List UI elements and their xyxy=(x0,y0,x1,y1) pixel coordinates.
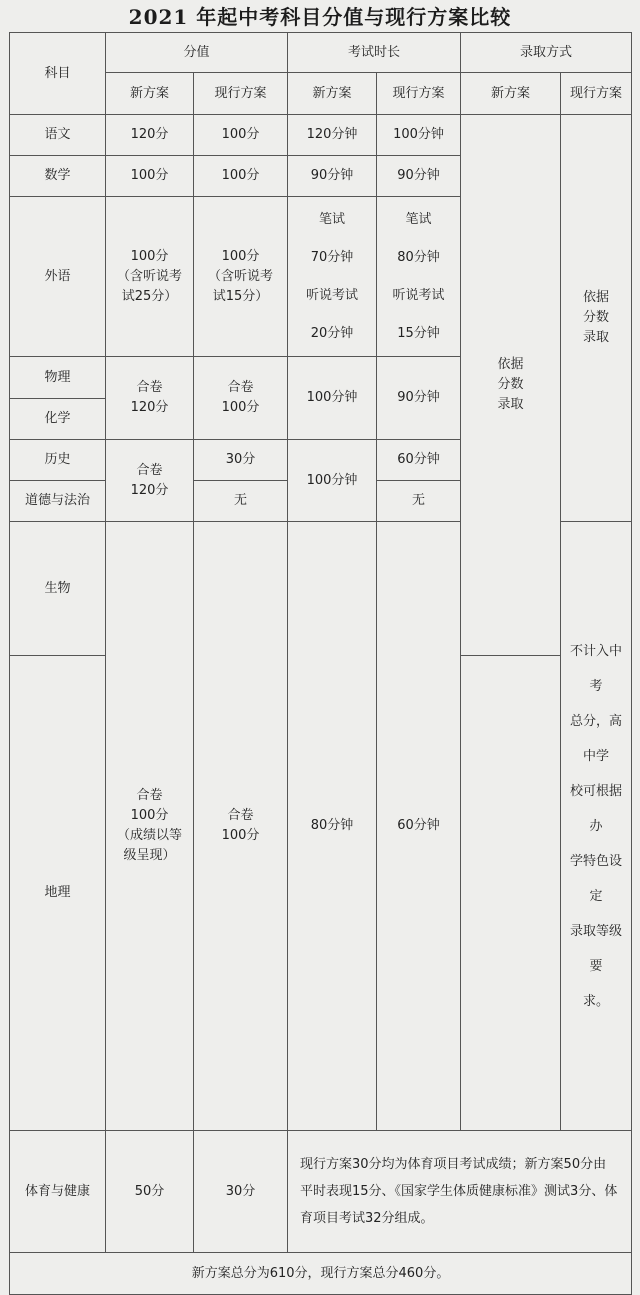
cell-line: （含听说考 xyxy=(208,268,274,284)
duration-new: 80分钟 xyxy=(288,522,377,1131)
admission-line: 录取 xyxy=(497,397,524,413)
cell-line: 总分，高中学 xyxy=(570,713,623,764)
header-duration: 考试时长 xyxy=(288,33,461,73)
admission-new xyxy=(561,522,632,1131)
duration-current: 90分钟 xyxy=(377,357,461,440)
duration-current xyxy=(377,197,461,357)
duration-current: 90分钟 xyxy=(377,156,461,197)
table-row xyxy=(10,1131,632,1253)
admission-line: 分数 xyxy=(497,377,524,393)
duration-current: 无 xyxy=(377,481,461,522)
cell-line: 100分 xyxy=(221,248,260,264)
score-current xyxy=(194,197,288,357)
score-current: 30分 xyxy=(194,440,288,481)
subject-name: 历史 xyxy=(10,440,106,481)
cell-line: 合卷 xyxy=(136,462,163,478)
subject-name: 化学 xyxy=(10,399,106,440)
cell-line: （成绩以等 xyxy=(116,828,182,843)
subject-name: 数学 xyxy=(10,156,106,197)
cell-line: （含听说考 xyxy=(116,268,182,284)
admission-new-score-based xyxy=(461,115,561,656)
cell-line: 听说考试 xyxy=(306,287,359,303)
subject-name: 道德与法治 xyxy=(10,481,106,522)
header-admission: 录取方式 xyxy=(461,33,632,73)
pe-note: 现行方案30分均为体育项目考试成绩；新方案50分由平时表现15分、《国家学生体质健康标准》测试3分、体育项目考试32分组成。 xyxy=(288,1131,632,1253)
duration-current: 100分钟 xyxy=(377,115,461,156)
duration-new: 120分钟 xyxy=(288,115,377,156)
total-score-note: 新方案总分为610分，现行方案总分460分。 xyxy=(10,1253,632,1295)
duration-current: 60分钟 xyxy=(377,440,461,481)
table-row xyxy=(10,115,632,156)
score-current: 无 xyxy=(194,481,288,522)
cell-line: 笔试 xyxy=(405,211,432,227)
cell-line: 15分钟 xyxy=(397,325,440,341)
admission-current-score-based xyxy=(561,115,632,522)
cell-line: 合卷 xyxy=(136,380,163,395)
score-new: 120分 xyxy=(106,115,194,156)
duration-new: 90分钟 xyxy=(288,156,377,197)
cell-line: 求。 xyxy=(583,993,610,1009)
score-new: 100分 xyxy=(106,156,194,197)
score-current xyxy=(194,357,288,440)
score-current: 30分 xyxy=(194,1131,288,1253)
admission-line: 依据 xyxy=(497,357,524,373)
score-new: 50分 xyxy=(106,1131,194,1253)
admission-line: 依据 xyxy=(583,290,610,305)
cell-line: 级呈现） xyxy=(123,848,176,863)
header-row-1 xyxy=(10,33,632,73)
duration-new: 100分钟 xyxy=(288,440,377,522)
subject-name: 语文 xyxy=(10,115,106,156)
header-duration-current: 现行方案 xyxy=(377,73,461,115)
cell-line: 试25分） xyxy=(121,288,178,304)
duration-new xyxy=(288,197,377,357)
cell-line: 录取等级要 xyxy=(570,923,623,974)
subject-name: 物理 xyxy=(10,357,106,399)
cell-line: 100分 xyxy=(221,400,260,415)
duration-new: 100分钟 xyxy=(288,357,377,440)
duration-current: 60分钟 xyxy=(377,522,461,1131)
header-subject: 科目 xyxy=(10,33,106,115)
cell-line: 听说考试 xyxy=(392,287,445,303)
subject-name: 地理 xyxy=(10,656,106,1131)
header-admission-current: 现行方案 xyxy=(561,73,632,115)
cell-line: 试15分） xyxy=(212,288,269,304)
score-current: 100分 xyxy=(194,115,288,156)
score-new xyxy=(106,522,194,1131)
score-current xyxy=(194,522,288,1131)
cell-line: 合卷 xyxy=(227,380,254,395)
score-current: 100分 xyxy=(194,156,288,197)
header-score-new: 新方案 xyxy=(106,73,194,115)
cell-line: 120分 xyxy=(130,400,169,415)
comparison-table xyxy=(9,32,632,1295)
footer-row xyxy=(10,1253,632,1295)
cell-line: 合卷 xyxy=(136,788,163,803)
header-score-current: 现行方案 xyxy=(194,73,288,115)
score-new xyxy=(106,357,194,440)
subject-name: 生物 xyxy=(10,522,106,656)
subject-name: 体育与健康 xyxy=(10,1131,106,1253)
cell-line: 不计入中考 xyxy=(570,643,623,694)
header-admission-new: 新方案 xyxy=(461,73,561,115)
score-new xyxy=(106,197,194,357)
header-score: 分值 xyxy=(106,33,288,73)
cell-line: 120分 xyxy=(130,482,169,498)
cell-line: 20分钟 xyxy=(310,325,354,341)
admission-line: 分数 xyxy=(583,310,610,325)
cell-line: 合卷 xyxy=(227,808,254,823)
cell-line: 校可根据办 xyxy=(570,783,623,834)
page-title: 2021 年起中考科目分值与现行方案比较 xyxy=(128,5,512,29)
cell-line: 70分钟 xyxy=(310,249,354,265)
cell-line: 笔试 xyxy=(319,211,346,227)
header-duration-new: 新方案 xyxy=(288,73,377,115)
cell-line: 80分钟 xyxy=(397,249,440,265)
cell-line: 学特色设定 xyxy=(570,853,623,904)
cell-line: 100分 xyxy=(221,828,260,843)
cell-line: 100分 xyxy=(130,248,169,264)
score-new xyxy=(106,440,194,522)
subject-name: 外语 xyxy=(10,197,106,357)
admission-line: 录取 xyxy=(583,330,610,345)
cell-line: 100分 xyxy=(130,808,169,823)
